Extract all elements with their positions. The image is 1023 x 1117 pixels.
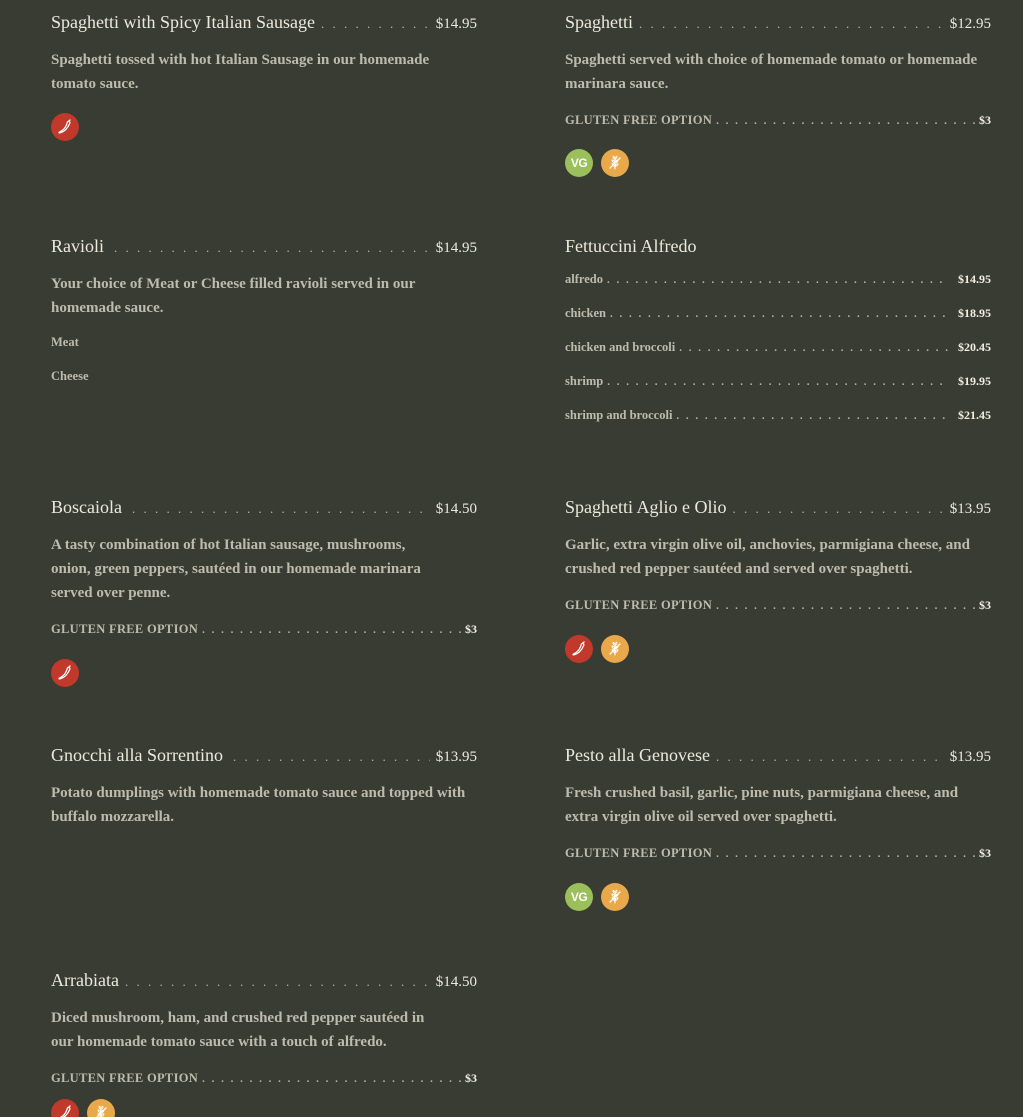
item-title: Boscaiola bbox=[51, 497, 122, 517]
item-description: Potato dumplings with homemade tomato sauce and topped with buffalo mozzarella. bbox=[51, 785, 466, 825]
gluten-free-icon bbox=[601, 635, 629, 663]
gluten-free-option: GLUTEN FREE OPTION . . . $3 bbox=[565, 598, 991, 618]
option-shrimp-broccoli: shrimp and broccoli . . . $21.45 bbox=[565, 408, 991, 428]
menu-item-aglio-e-olio bbox=[565, 497, 991, 663]
gluten-free-option: GLUTEN FREE OPTION . . . $3 bbox=[565, 846, 991, 866]
option-chicken: chicken . . . $18.95 bbox=[565, 306, 991, 326]
item-title: Spaghetti bbox=[565, 12, 633, 32]
item-title: Fettuccini Alfredo bbox=[565, 236, 697, 256]
item-price: $14.50 bbox=[435, 974, 477, 990]
item-title: Arrabiata bbox=[51, 970, 119, 990]
item-price: $14.95 bbox=[435, 240, 477, 256]
pepper-icon bbox=[51, 659, 79, 687]
gluten-free-icon bbox=[601, 883, 629, 911]
item-title: Spaghetti with Spicy Italian Sausage bbox=[51, 12, 315, 32]
item-description: Garlic, extra virgin olive oil, anchovies, parmigiana cheese, and crushed red pepper sautéed and served over spaghetti. bbox=[565, 537, 970, 577]
item-title: Gnocchi alla Sorrentino bbox=[51, 745, 223, 765]
option-alfredo: alfredo . . . $14.95 bbox=[565, 272, 991, 292]
item-price: $13.95 bbox=[435, 749, 477, 765]
item-title: Ravioli bbox=[51, 236, 104, 256]
item-description: A tasty combination of hot Italian sausage, mushrooms, onion, green peppers, sautéed in our homemade marinara served over penne. bbox=[51, 537, 421, 601]
gluten-free-option: GLUTEN FREE OPTION . . . $3 bbox=[51, 622, 477, 642]
item-description: Diced mushroom, ham, and crushed red pepper sautéed in our homemade tomato sauce with a touch of alfredo. bbox=[51, 1010, 425, 1050]
item-price: $12.95 bbox=[949, 16, 991, 32]
gluten-free-icon bbox=[601, 149, 629, 177]
menu-item-gnocchi bbox=[51, 745, 477, 829]
menu-item-ravioli bbox=[51, 236, 477, 389]
option-shrimp: shrimp . . . $19.95 bbox=[565, 374, 991, 394]
menu-item-boscaiola bbox=[51, 497, 477, 687]
item-title: Pesto alla Genovese bbox=[565, 745, 710, 765]
menu-item-pesto bbox=[565, 745, 991, 911]
gluten-free-option: GLUTEN FREE OPTION . . . $3 bbox=[51, 1071, 477, 1091]
option-cheese: Cheese bbox=[51, 369, 89, 383]
item-price: $13.95 bbox=[949, 749, 991, 765]
gluten-free-option: GLUTEN FREE OPTION . . . $3 bbox=[565, 113, 991, 133]
gluten-free-icon bbox=[87, 1099, 115, 1117]
pepper-icon bbox=[51, 113, 79, 141]
item-price: $14.95 bbox=[435, 16, 477, 32]
vegan-icon: VG bbox=[565, 149, 593, 177]
menu-item-arrabiata bbox=[51, 970, 477, 1117]
menu-item-fettuccini-alfredo bbox=[565, 236, 991, 428]
item-price: $13.95 bbox=[949, 501, 991, 517]
item-description: Spaghetti tossed with hot Italian Sausage in our homemade tomato sauce. bbox=[51, 52, 430, 92]
option-chicken-broccoli: chicken and broccoli . . . $20.45 bbox=[565, 340, 991, 360]
item-description: Your choice of Meat or Cheese filled ravioli served in our homemade sauce. bbox=[51, 276, 416, 316]
vegan-icon: VG bbox=[565, 883, 593, 911]
item-description: Spaghetti served with choice of homemade tomato or homemade marinara sauce. bbox=[565, 52, 978, 92]
item-description: Fresh crushed basil, garlic, pine nuts, parmigiana cheese, and extra virgin olive oil served over spaghetti. bbox=[565, 785, 959, 825]
item-title: Spaghetti Aglio e Olio bbox=[565, 497, 727, 517]
pepper-icon bbox=[565, 635, 593, 663]
menu-item-spicy-sausage bbox=[51, 12, 477, 141]
menu-item-spaghetti bbox=[565, 12, 991, 177]
option-meat: Meat bbox=[51, 335, 79, 349]
item-price: $14.50 bbox=[435, 501, 477, 517]
pepper-icon bbox=[51, 1099, 79, 1117]
